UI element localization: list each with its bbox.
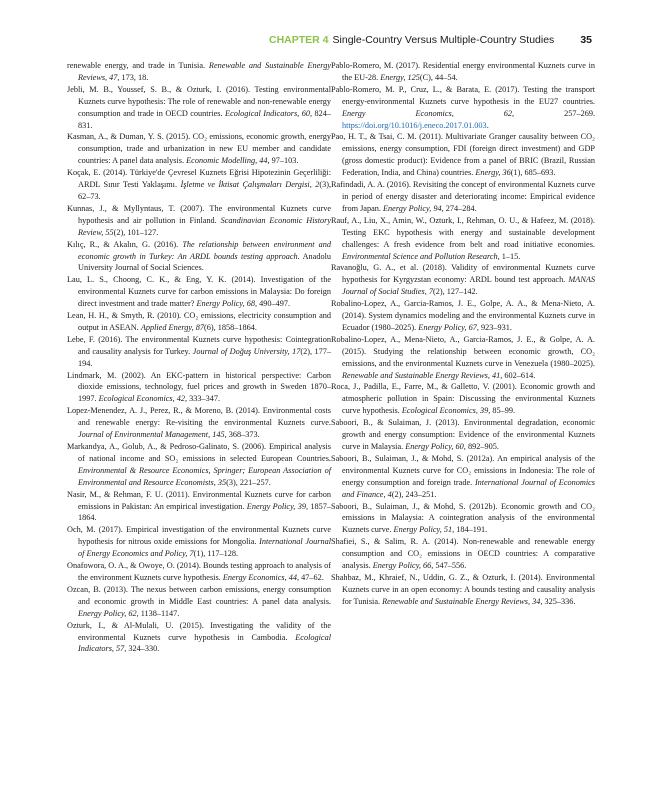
reference-entry bbox=[67, 274, 331, 310]
references-left-column bbox=[67, 60, 331, 655]
reference-journal: Energy, 125 bbox=[380, 72, 420, 82]
reference-pages: (2), 127–142. bbox=[432, 287, 478, 297]
reference-pages: 1138–1147. bbox=[138, 608, 180, 618]
reference-journal: Energy, 36 bbox=[475, 168, 511, 178]
reference-pages: 274–284. bbox=[443, 203, 477, 213]
reference-journal: Energy Economics, 62, bbox=[342, 108, 515, 118]
reference-journal: Ecological Indicators, 60, bbox=[225, 108, 313, 118]
reference-text: Kasman, A., & Duman, Y. S. (2015). CO₂ emissions, economic growth, energy consumption, trade and urbanization in new EU member and candidate countries: A panel data analysis. bbox=[67, 132, 331, 166]
reference-journal: Energy Economics, 44, bbox=[222, 572, 300, 582]
reference-entry bbox=[67, 239, 331, 275]
reference-pages: 173, 18. bbox=[119, 72, 149, 82]
reference-text: Kılıç, R., & Akalın, G. (2016). bbox=[67, 239, 183, 249]
reference-text: Lau, L. S., Choong, C. K., & Eng, Y. K. (2014). Investigation of the environmental Kuznets curve for carbon emissions in Malaysia: Do foreign direct investment and trade matter? bbox=[67, 275, 331, 309]
reference-text: Pablo-Romero, M. P., Cruz, L., & Barata, E. (2017). Testing the transport energy-environmental Kuznets curve hypothesis in the EU27 countries. bbox=[331, 84, 595, 106]
reference-text: Saboori, B., & Sulaiman, J. (2013). Environmental degradation, economic growth and energy consumption: Evidence of the environmental Kuznets curve in Malaysia. bbox=[331, 418, 595, 451]
reference-pages: 257–269. bbox=[514, 108, 596, 118]
reference-text: Saboori, B., Sulaiman, J., & Mohd, S. (2012a). An empirical analysis of the environmental Kuznets curve for CO₂ emissions in Indonesia: The role of energy consumption and foreign trade. bbox=[331, 453, 595, 487]
reference-pages: (2), 243–251. bbox=[391, 489, 437, 499]
reference-entry bbox=[67, 584, 331, 620]
reference-text: Rafindadi, A. A. (2016). Revisiting the concept of environmental Kuznets curve in period of energy disaster and deteriorating income: Empirical evidence from Japan. bbox=[331, 180, 595, 213]
reference-text: Kunnas, J., & Myllyntaus, T. (2007). The environmental Kuznets curve hypothesis and air pollution in Finland. bbox=[67, 203, 331, 225]
reference-text: Lindmark, M. (2002). An EKC-pattern in historical perspective: Carbon dioxide emissions, technology, fuel prices and growth in Sweden 1870–1997. bbox=[67, 370, 331, 404]
reference-entry bbox=[331, 417, 595, 453]
reference-pages: 490–497. bbox=[257, 299, 291, 309]
reference-text: Pablo-Romero, M. (2017). Residential energy environmental Kuznets curve in the EU-28. bbox=[331, 61, 595, 82]
reference-journal: Energy Policy, 62, bbox=[78, 608, 139, 618]
reference-journal: Renewable and Sustainable Energy Reviews, 41, bbox=[342, 370, 503, 380]
running-header bbox=[56, 34, 592, 48]
reference-entry bbox=[331, 60, 595, 84]
reference-journal: Ecological Economics, 39, bbox=[401, 406, 491, 416]
reference-text: Saboori, B., Sulaiman, J., & Mohd, S. (2012b). Economic growth and CO₂ emissions in Malaysia: A cointegration analysis of the environmental Kuznets curve. bbox=[331, 501, 595, 535]
reference-text: Shahbaz, M., Khraief, N., Uddin, G. Z., & Ozturk, I. (2014). Environmental Kuznets curve in an open economy: A bounds testing and causality analysis for Tunisia. bbox=[331, 572, 595, 606]
reference-journal: Economic Modelling, 44, bbox=[186, 156, 270, 166]
reference-pages: (1), 685–693. bbox=[510, 168, 556, 178]
reference-text: Shafiei, S., & Salim, R. A. (2014). Non-renewable and renewable energy consumption and CO₂ emissions in OECD countries: A comparative analysis. bbox=[331, 537, 595, 571]
reference-text: Lean, H. H., & Smyth, R. (2010). CO₂ emissions, electricity consumption and output in ASEAN. bbox=[67, 311, 331, 332]
reference-text: Rauf, A., Liu, X., Amin, W., Ozturk, I., Rehman, O. U., & Hafeez, M. (2018). Testing EKC hypothesis with energy and sustainable development challenges: A fresh evidence from belt and road initiative economies. bbox=[331, 215, 595, 249]
chapter-title: Single-Country Versus Multiple-Country Studies bbox=[332, 34, 555, 46]
reference-pages: 824–831. bbox=[78, 108, 332, 130]
reference-entry bbox=[331, 501, 595, 537]
reference-pages: (2), 101–127. bbox=[113, 227, 159, 237]
reference-entry bbox=[67, 203, 331, 239]
reference-pages: 85–99. bbox=[490, 406, 516, 416]
reference-pages: 602–614. bbox=[502, 370, 536, 380]
reference-pages: 97–103. bbox=[269, 156, 299, 166]
reference-journal: Energy Policy, 67, bbox=[418, 322, 479, 332]
reference-entry bbox=[67, 60, 331, 84]
reference-journal: Energy Policy, 66, bbox=[372, 561, 434, 571]
reference-entry bbox=[67, 167, 331, 203]
reference-text: Onafowora, O. A., & Owoye, O. (2014). Bounds testing approach to analysis of the environment Kuznets curve hypothesis. bbox=[67, 561, 331, 582]
reference-text: Robalino-Lopez, A., Garcia-Ramos, J. E., Golpe, A. A., & Mena-Nieto, A. (2014). System dynamics modeling and the environmental Kuznets curve in Ecuador (1980–2025). bbox=[331, 299, 595, 332]
reference-entry bbox=[331, 215, 595, 263]
reference-text: Lebe, F. (2016). The environmental Kuznets curve hypothesis: Cointegration and causality analysis for Turkey. bbox=[67, 334, 331, 356]
reference-journal: Energy Policy, 68, bbox=[196, 299, 258, 309]
reference-pages: 1–15. bbox=[499, 251, 521, 261]
reference-end: . bbox=[486, 120, 489, 130]
reference-journal: Environmental & Resource Economics, Springer; European Association of Environmental and Resource Economists, 35 bbox=[78, 465, 331, 487]
reference-journal: Energy Policy, 51, bbox=[393, 525, 455, 535]
reference-pages: 1857–1864. bbox=[78, 501, 331, 523]
reference-entry bbox=[67, 370, 331, 406]
reference-entry bbox=[331, 453, 595, 501]
reference-pages: 184–191. bbox=[454, 525, 488, 535]
reference-text: Ravanoğlu, G. A., et al. (2018). Validity of environmental Kuznets curve hypothesis for Kyrgyzstan economy: ARDL bound test approach. bbox=[331, 263, 595, 285]
reference-pages: 547–556. bbox=[433, 561, 467, 571]
reference-text: Ozcan, B. (2013). The nexus between carbon emissions, energy consumption and economic growth in Middle East countries: A panel data analysis. bbox=[67, 584, 331, 606]
doi-link[interactable]: https://doi.org/10.1016/j.eneco.2017.01.003 bbox=[342, 120, 487, 130]
reference-text: Markandya, A., Golub, A., & Pedroso-Galinato, S. (2006). Empirical analysis of national income and SO₂ emissions in selected European Countries. bbox=[67, 442, 331, 463]
reference-pages: Anadolu University Journal of Social Sciences. bbox=[78, 251, 331, 273]
reference-text: Roca, J., Padilla, E., Farre, M., & Galletto, V. (2001). Economic growth and atmospheric pollution in Spain: Discussing the environmental Kuznets curve hypothesis. bbox=[331, 382, 595, 416]
reference-journal: International Journal of Energy Economics and Policy, 7 bbox=[78, 537, 332, 559]
reference-pages: (6), 1858–1864. bbox=[203, 322, 257, 332]
reference-journal: Applied Energy, 87 bbox=[140, 322, 204, 332]
reference-entry bbox=[331, 262, 595, 298]
references-right-column bbox=[331, 60, 595, 608]
reference-text: Koçak, E. (2014). Türkiye'de Çevresel Kuznets Eğrisi Hipotezinin Geçerliliği: ARDL Sınır Testi Yaklaşımı. bbox=[67, 168, 331, 190]
page-number: 35 bbox=[580, 34, 592, 46]
reference-journal: Journal of Doğuş University, 17 bbox=[192, 346, 301, 356]
reference-journal: Journal of Environmental Management, 145, bbox=[78, 430, 227, 440]
reference-journal: Renewable and Sustainable Energy Reviews, 34, bbox=[382, 596, 543, 606]
reference-journal: Energy Policy, 94, bbox=[383, 203, 444, 213]
reference-pages: 923–931. bbox=[478, 322, 512, 332]
reference-pages: (2), 177–194. bbox=[78, 346, 332, 368]
reference-journal: Energy Policy, 39, bbox=[246, 501, 309, 511]
reference-text: Jebli, M. B., Youssef, S. B., & Ozturk, I. (2016). Testing environmental Kuznets curve hypothesis: The role of renewable and non-renewable energy consumption and trade in OECD countries. bbox=[67, 84, 331, 118]
reference-text: Nasir, M., & Rehman, F. U. (2011). Environmental Kuznets curve for carbon emissions in Pakistan: An empirical investigation. bbox=[67, 489, 331, 511]
reference-entry bbox=[67, 405, 331, 441]
reference-pages: (1), 117–128. bbox=[193, 549, 239, 559]
reference-pages: (C), 44–54. bbox=[419, 72, 458, 82]
reference-entry bbox=[67, 560, 331, 584]
reference-entry bbox=[67, 489, 331, 525]
reference-entry bbox=[67, 131, 331, 167]
reference-journal: The relationship between environment and economic growth in Turkey: An ARDL bounds testing approach. bbox=[78, 239, 331, 261]
reference-journal: İşletme ve İktisat Çalışmaları Dergisi, 2 bbox=[180, 180, 320, 190]
reference-text: Robalino-Lopez, A., Mena-Nieto, A., Garcia-Ramos, J. E., & Golpe, A. A. (2015). Studying the relationship between economic growth, CO₂ emissions, and the environmental Kuznets curve in Venezuela (1980–2025). bbox=[331, 334, 595, 368]
reference-pages: 324–330. bbox=[126, 644, 160, 654]
reference-entry bbox=[67, 310, 331, 334]
reference-pages: 368–373. bbox=[226, 430, 260, 440]
reference-text: Pao, H. T., & Tsai, C. M. (2011). Multivariate Granger causality between CO₂ emissions, energy consumption, FDI (foreign direct investment) and GDP (gross domestic product): Evidence from a panel of BRIC (Brazil, Russian Federation, India, and China) countries. bbox=[331, 132, 595, 178]
reference-entry bbox=[67, 524, 331, 560]
reference-entry bbox=[331, 298, 595, 334]
reference-entry bbox=[331, 179, 595, 215]
reference-entry bbox=[331, 84, 595, 132]
reference-entry bbox=[67, 334, 331, 370]
reference-journal: MANAS Journal of Social Studies, 7 bbox=[342, 275, 595, 297]
reference-text: Lopez-Menendez, A. J., Perez, R., & Moreno, B. (2014). Environmental costs and renewable energy: Re-visiting the environmental Kuznets curve. bbox=[67, 406, 331, 428]
reference-entry bbox=[331, 536, 595, 572]
reference-journal: Renewable and Sustainable Energy Reviews, 47, bbox=[78, 61, 331, 82]
reference-pages: 47–62. bbox=[299, 572, 324, 582]
reference-pages: (3), 62–73. bbox=[78, 180, 332, 201]
reference-journal: Ecological Indicators, 57, bbox=[78, 632, 331, 654]
chapter-label: CHAPTER 4 bbox=[269, 34, 329, 46]
reference-pages: 325–336. bbox=[542, 596, 576, 606]
reference-entry bbox=[331, 131, 595, 179]
reference-journal: International Journal of Economics and Finance, 4 bbox=[342, 477, 595, 499]
reference-pages: (3), 221–257. bbox=[226, 477, 271, 487]
reference-journal: Environmental Science and Pollution Research, bbox=[342, 251, 500, 261]
reference-entry bbox=[331, 334, 595, 382]
reference-pages: 892–905. bbox=[465, 442, 499, 451]
reference-journal: Scandinavian Economic History Review, 55 bbox=[78, 215, 331, 237]
reference-text: Och, M. (2017). Empirical investigation of the environmental Kuznets curve hypothesis for nitrous oxide emissions for Mongolia. bbox=[67, 525, 331, 547]
reference-text: renewable energy, and trade in Tunisia. bbox=[67, 61, 209, 70]
reference-entry bbox=[331, 572, 595, 608]
reference-entry bbox=[67, 84, 331, 132]
reference-entry bbox=[331, 381, 595, 417]
reference-text: Ozturk, I., & Al-Mulali, U. (2015). Investigating the validity of the environmental Kuznets curve hypothesis in Cambodia. bbox=[67, 620, 331, 642]
reference-pages: 333–347. bbox=[187, 394, 221, 404]
reference-entry bbox=[67, 620, 331, 656]
reference-entry bbox=[67, 441, 331, 489]
reference-journal: Energy Policy, 60, bbox=[405, 442, 466, 451]
reference-journal: Ecological Economics, 42, bbox=[98, 394, 188, 404]
